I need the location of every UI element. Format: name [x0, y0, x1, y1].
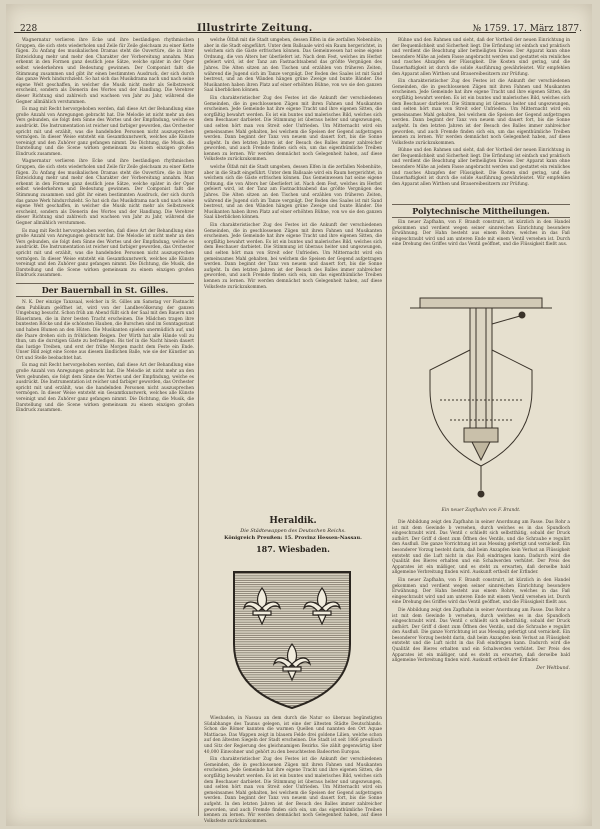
paragraph: welche Ölfaß mit die Stadt umgeben, dessen Elfen in die zerfallen Nebenhüte, aber in die Stadt eingeführt. Unter dem Ballsaale wird ein Raum hergerichtet, in welchem sich die Gäste erfrischen können. Das Gemeinwesen hat seine eigene Ordnung, die von Alters her überliefert ist. Nach dem Fest, welches im Herbst gefeiert wird, ist der Tanz am Fastnachtsabend das größte Vergnügen des Jahres. Die Alten sitzen an den Tischen und erzählen von früheren Zeiten, während die Jugend sich im Tanze vergnügt. Der Boden des Saales ist mit Sand bestreut, und an den Wänden hängen grüne Zweige und bunte Bänder. Die Musikanten haben ihren Platz auf einer erhöhten Bühne, von wo sie den ganzen Saal überblicken können.: [204, 165, 382, 221]
heraldik-region: Königreich Preußen: 15. Provinz Hessen-Nassau.: [224, 535, 362, 541]
paragraph: Ein charakteristischer Zug des Festes ist die Ankunft der verschiedenen Gemeinden, die in geschlossenen Zügen mit ihren Fahnen und Musikanten erscheinen. Jede Gemeinde hat ihre eigene Tracht und ihre eigenen Sitten, die sorgfältig bewahrt werden. Es ist ein buntes und malerisches Bild, welches sich dem Beschauer darbietet. Die Stimmung ist überaus heiter und ungezwungen, und selten hört man von Streit oder Unfrieden. Um Mitternacht wird ein gemeinsames Mahl gehalten, bei welchem die Speisen der Gegend aufgetragen werden. Dann beginnt der Tanz von neuem und dauert fort, bis die Sonne aufgeht. In den letzten Jahren ist der Besuch des Balles immer zahlreicher geworden, und auch Fremde finden sich ein, um das eigenthümliche Treiben kennen zu lernen. Wir werden demnächst noch Gelegenheit haben, auf diese Volksfeste zurückzukommen.: [204, 757, 382, 824]
zapfhahn-diagram-icon: [400, 290, 562, 504]
paragraph: Ein neuer Zapfhahn, von F. Brandt construirt, ist kürzlich in den Handel gekommen und verdient wegen seiner sinnreichen Einrichtung besondere Erwähnung. Der Hahn besteht aus einem Rohre, welches in das Faß eingeschraubt wird und am unteren Ende mit einem Ventil versehen ist. Durch eine Drehung des Griffes wird das Ventil geöffnet, und die Flüssigkeit fließt aus.: [392, 220, 570, 248]
paragraph: Es mag mit Recht hervorgehoben werden, daß diese Art der Behandlung eine große Anzahl von Anregungen gebracht hat. Die Melodie ist nicht mehr an den Vers gebunden, sie folgt dem Sinne des Wortes und der Empfindung, welche es ausdrückt. Die Instrumentation ist reicher und farbiger geworden, das Orchester spricht mit und erzählt, was die handelnden Personen nicht auszusprechen vermögen. In dieser Weise entsteht ein Gesamtkunstwerk, welches alle Künste vereinigt und den Zuhörer ganz gefangen nimmt. Die Dichtung, die Musik, die Darstellung und die Scene wirken gemeinsam zu einem einzigen großen Eindruck zusammen.: [16, 228, 194, 279]
heraldik-title: Heraldik.: [269, 516, 317, 526]
paragraph: Es mag mit Recht hervorgehoben werden, daß diese Art der Behandlung eine große Anzahl von Anregungen gebracht hat. Die Melodie ist nicht mehr an den Vers gebunden, sie folgt dem Sinne des Wortes und der Empfindung, welche es ausdrückt. Die Instrumentation ist reicher und farbiger geworden, das Orchester spricht mit und erzählt, was die handelnden Personen nicht auszusprechen vermögen. In dieser Weise entsteht ein Gesamtkunstwerk, welches alle Künste vereinigt und den Zuhörer ganz gefangen nimmt. Die Dichtung, die Musik, die Darstellung und die Scene wirken gemeinsam zu einem einzigen großen Eindruck zusammen.: [16, 363, 194, 414]
masthead-title: Illustrirte Zeitung.: [197, 23, 313, 34]
column-2-bottom: [204, 716, 382, 824]
paragraph: Die Abbildung zeigt den Zapfhahn in seiner Anordnung am Fasse. Das Rohr a ist mit dem Gewinde b versehen, durch welches es in das Spundloch eingeschraubt wird. Das Ventil c schließt sich selbstthätig, sobald der Druck aufhört. Der Griff d dient zum Öffnen des Ventils, und die Schraube e regulirt den Ausfluß. Die ganze Vorrichtung ist aus Messing gefertigt und vernickelt. Ein besonderer Vorzug besteht darin, daß beim Anzapfen kein Verlust an Flüssigkeit entsteht und die Luft nicht in das Faß eindringen kann. Dadurch wird die Qualität des Bieres erhalten und ein Schalwerden verhütet. Der Preis des Apparates ist ein mäßiger, und es steht zu erwarten, daß derselbe bald allgemeine Verbreitung finden wird. Auskunft ertheilt der Erfinder.: [392, 520, 570, 576]
section-title-polytechnik: Polytechnische Mittheilungen.: [392, 204, 570, 218]
paragraph: Ein neuer Zapfhahn, von F. Brandt construirt, ist kürzlich in den Handel gekommen und verdient wegen seiner sinnreichen Einrichtung besondere Erwähnung. Der Hahn besteht aus einem Rohre, welches in das Faß eingeschraubt wird und am unteren Ende mit einem Ventil versehen ist. Durch eine Drehung des Griffes wird das Ventil geöffnet, und die Flüssigkeit fließt aus.: [392, 577, 570, 606]
column-divider-right: [386, 38, 387, 816]
paragraph: Wiesbaden, in Nassau an dem durch die Natur so überaus begünstigten Südabhange des Taunus gelegen, ist eine der ältesten Städte Deutschlands. Schon die Römer kannten die warmen Quellen und nannten den Ort Aquae Mattiacae. Das Wappen zeigt in blauem Felde drei goldene Lilien, welche schon auf den ältesten Siegeln der Stadt erscheinen. Die Stadt ist seit 1866 preußisch und Sitz der Regierung des gleichnamigen Bezirks. Sie zählt gegenwärtig über 40,000 Einwohner und gehört zu den besuchtesten Badeorten Europas.: [204, 716, 382, 755]
paragraph: Bühne und den Rahmen und sieht, daß der Vortheil der neuen Einrichtung in der Bequemlichkeit und Sicherheit liegt. Die Erfindung ist einfach und praktisch und verdient die Beachtung aller betheiligten Kreise. Der Apparat kann ohne besondere Mühe an jedem Fasse angebracht werden und gestattet ein reinliches und rasches Abzapfen der Flüssigkeit. Die Kosten sind gering, und die Dauerhaftigkeit ist durch die solide Ausführung gewährleistet. Wir empfehlen den Apparat allen Wirthen und Brauereibesitzern zur Prüfung.: [392, 148, 570, 187]
heraldik-subtitle: Die Städtewappen des Deutschen Reichs.: [240, 528, 346, 534]
paragraph: Bühne und den Rahmen und sieht, daß der Vortheil der neuen Einrichtung in der Bequemlichkeit und Sicherheit liegt. Die Erfindung ist einfach und praktisch und verdient die Beachtung aller betheiligten Kreise. Der Apparat kann ohne besondere Mühe an jedem Fasse angebracht werden und gestattet ein reinliches und rasches Abzapfen der Flüssigkeit. Die Kosten sind gering, und die Dauerhaftigkeit ist durch die solide Ausführung gewährleistet. Wir empfehlen den Apparat allen Wirthen und Brauereibesitzern zur Prüfung.: [392, 38, 570, 77]
section-title-bauernball: Der Bauernball in St. Gilles.: [16, 283, 194, 297]
column-3-mid: [392, 220, 570, 284]
paragraph: Ein charakteristischer Zug des Festes ist die Ankunft der verschiedenen Gemeinden, die in geschlossenen Zügen mit ihren Fahnen und Musikanten erscheinen. Jede Gemeinde hat ihre eigene Tracht und ihre eigenen Sitten, die sorgfältig bewahrt werden. Es ist ein buntes und malerisches Bild, welches sich dem Beschauer darbietet. Die Stimmung ist überaus heiter und ungezwungen, und selten hört man von Streit oder Unfrieden. Um Mitternacht wird ein gemeinsames Mahl gehalten, bei welchem die Speisen der Gegend aufgetragen werden. Dann beginnt der Tanz von neuem und dauert fort, bis die Sonne aufgeht. In den letzten Jahren ist der Besuch des Balles immer zahlreicher geworden, und auch Fremde finden sich ein, um das eigenthümliche Treiben kennen zu lernen. Wir werden demnächst noch Gelegenheit haben, auf diese Volksfeste zurückzukommen.: [204, 95, 382, 163]
column-divider-left: [198, 38, 199, 816]
paragraph: welche Ölfaß mit die Stadt umgeben, dessen Elfen in die zerfallen Nebenhüte, aber in die Stadt eingeführt. Unter dem Ballsaale wird ein Raum hergerichtet, in welchem sich die Gäste erfrischen können. Das Gemeinwesen hat seine eigene Ordnung, die von Alters her überliefert ist. Nach dem Fest, welches im Herbst gefeiert wird, ist der Tanz am Fastnachtsabend das größte Vergnügen des Jahres. Die Alten sitzen an den Tischen und erzählen von früheren Zeiten, während die Jugend sich im Tanze vergnügt. Der Boden des Saales ist mit Sand bestreut, und an den Wänden hängen grüne Zweige und bunte Bänder. Die Musikanten haben ihren Platz auf einer erhöhten Bühne, von wo sie den ganzen Saal überblicken können.: [204, 38, 382, 94]
paragraph: Ein charakteristischer Zug des Festes ist die Ankunft der verschiedenen Gemeinden, die in geschlossenen Zügen mit ihren Fahnen und Musikanten erscheinen. Jede Gemeinde hat ihre eigene Tracht und ihre eigenen Sitten, die sorgfältig bewahrt werden. Es ist ein buntes und malerisches Bild, welches sich dem Beschauer darbietet. Die Stimmung ist überaus heiter und ungezwungen, und selten hört man von Streit oder Unfrieden. Um Mitternacht wird ein gemeinsames Mahl gehalten, bei welchem die Speisen der Gegend aufgetragen werden. Dann beginnt der Tanz von neuem und dauert fort, bis die Sonne aufgeht. In den letzten Jahren ist der Besuch des Balles immer zahlreicher geworden, und auch Fremde finden sich ein, um das eigenthümliche Treiben kennen zu lernen. Wir werden demnächst noch Gelegenheit haben, auf diese Volksfeste zurückzukommen.: [204, 223, 382, 290]
paragraph: Die Abbildung zeigt den Zapfhahn in seiner Anordnung am Fasse. Das Rohr a ist mit dem Gewinde b versehen, durch welches es in das Spundloch eingeschraubt wird. Das Ventil c schließt sich selbstthätig, sobald der Druck aufhört. Der Griff d dient zum Öffnen des Ventils, und die Schraube e regulirt den Ausfluß. Die ganze Vorrichtung ist aus Messing gefertigt und vernickelt. Ein besonderer Vorzug besteht darin, daß beim Anzapfen kein Verlust an Flüssigkeit entsteht und die Luft nicht in das Faß eindringen kann. Dadurch wird die Qualität des Bieres erhalten und ein Schalwerden verhütet. Der Preis des Apparates ist ein mäßiger, und es steht zu erwarten, daß derselbe bald allgemeine Verbreitung finden wird. Auskunft ertheilt der Erfinder.: [392, 607, 570, 664]
heraldik-number: 187. Wiesbaden.: [256, 544, 330, 554]
page-number: 228: [20, 24, 38, 34]
issue-info: № 1759. 17. März 1877.: [472, 24, 582, 34]
header-rule: [14, 32, 576, 33]
column-3-top: [392, 38, 570, 198]
wiesbaden-crest-icon: [222, 566, 362, 712]
paragraph: Ein charakteristischer Zug des Festes ist die Ankunft der verschiedenen Gemeinden, die in geschlossenen Zügen mit ihren Fahnen und Musikanten erscheinen. Jede Gemeinde hat ihre eigene Tracht und ihre eigenen Sitten, die sorgfältig bewahrt werden. Es ist ein buntes und malerisches Bild, welches sich dem Beschauer darbietet. Die Stimmung ist überaus heiter und ungezwungen, und selten hört man von Streit oder Unfrieden. Um Mitternacht wird ein gemeinsames Mahl gehalten, bei welchem die Speisen der Gegend aufgetragen werden. Dann beginnt der Tanz von neuem und dauert fort, bis die Sonne aufgeht. In den letzten Jahren ist der Besuch des Balles immer zahlreicher geworden, und auch Fremde finden sich ein, um das eigenthümliche Treiben kennen zu lernen. Wir werden demnächst noch Gelegenheit haben, auf diese Volksfeste zurückzukommen.: [392, 79, 570, 146]
paragraph: Es mag mit Recht hervorgehoben werden, daß diese Art der Behandlung eine große Anzahl von Anregungen gebracht hat. Die Melodie ist nicht mehr an den Vers gebunden, sie folgt dem Sinne des Wortes und der Empfindung, welche es ausdrückt. Die Instrumentation ist reicher und farbiger geworden, das Orchester spricht mit und erzählt, was die handelnden Personen nicht auszusprechen vermögen. In dieser Weise entsteht ein Gesamtkunstwerk, welches alle Künste vereinigt und den Zuhörer ganz gefangen nimmt. Die Dichtung, die Musik, die Darstellung und die Scene wirken gemeinsam zu einem einzigen großen Eindruck zusammen.: [16, 107, 194, 157]
paragraph: Wagnernatur verlieren ihre Ecke und ihre beständigen rhythmischen Gruppen, die sich stets wiederholen und Zeile für Zeile gleichsam zu einer Kette fügen. Zu Anfang des musikalischen Dramas steht die Ouvertüre, die in ihrer Entwicklung mehr und mehr den Charakter der Vorbereitung annahm. Man erkennt in den Formen ganz deutlich jene Sätze, welche später in der Oper selbst wiederkehren und Bedeutung gewinnen. Der Componist faßt die Stimmung zusammen und gibt ihr einen bestimmten Ausdruck, der sich durch das ganze Werk hindurchzieht. So hat sich das Musikdrama nach und nach seine eigene Welt geschaffen, in welcher die Musik nicht mehr als Selbstzweck erscheint, sondern als Dienerin des Wortes und der Handlung. Die Verehrer dieser Richtung sind zahlreich und wachsen von Jahr zu Jahr, während die Gegner allmählich verstummen.: [16, 38, 194, 105]
column-1: [16, 38, 194, 813]
polytechnik-block: [392, 200, 570, 221]
column-3-bottom: [392, 520, 570, 812]
signature: Der Weltbund.: [536, 665, 570, 671]
heraldik-block: [204, 516, 382, 554]
column-2: [204, 38, 382, 512]
paragraph: N. K. Der einzige Tanzsaal, welcher in St. Gilles am Samstag vor Fastnacht dem Publikum geöffnet ist, wird von der Landbevölkerung der ganzen Umgebung besucht. Schon früh am Abend füllt sich der Saal mit den Bauern und Bäuerinnen, die in ihrer besten Tracht erscheinen. Die Mädchen tragen ihre buntesten Röcke und die schönsten Hauben, die Burschen sind im Sonntagsstaat und haben Blumen an den Hüten. Die Musikanten spielen unermüdlich auf, und die Paare drehen sich in fröhlichem Reigen. Der Wirth hat alle Hände voll zu thun, um die durstigen Gäste zu befriedigen. Bis tief in die Nacht hinein dauert das lustige Treiben, und erst der frühe Morgen macht dem Feste ein Ende. Unser Bild zeigt eine Scene aus diesem ländlichen Balle, wie sie der Künstler an Ort und Stelle beobachtet hat.: [16, 299, 194, 361]
paragraph: Wagnernatur verlieren ihre Ecke und ihre beständigen rhythmischen Gruppen, die sich stets wiederholen und Zeile für Zeile gleichsam zu einer Kette fügen. Zu Anfang des musikalischen Dramas steht die Ouvertüre, die in ihrer Entwicklung mehr und mehr den Charakter der Vorbereitung annahm. Man erkennt in den Formen ganz deutlich jene Sätze, welche später in der Oper selbst wiederkehren und Bedeutung gewinnen. Der Componist faßt die Stimmung zusammen und gibt ihr einen bestimmten Ausdruck, der sich durch das ganze Werk hindurchzieht. So hat sich das Musikdrama nach und nach seine eigene Welt geschaffen, in welcher die Musik nicht mehr als Selbstzweck erscheint, sondern als Dienerin des Wortes und der Handlung. Die Verehrer dieser Richtung sind zahlreich und wachsen von Jahr zu Jahr, während die Gegner allmählich verstummen.: [16, 159, 194, 226]
figure-caption: Ein neuer Zapfhahn von F. Brandt.: [441, 508, 521, 513]
